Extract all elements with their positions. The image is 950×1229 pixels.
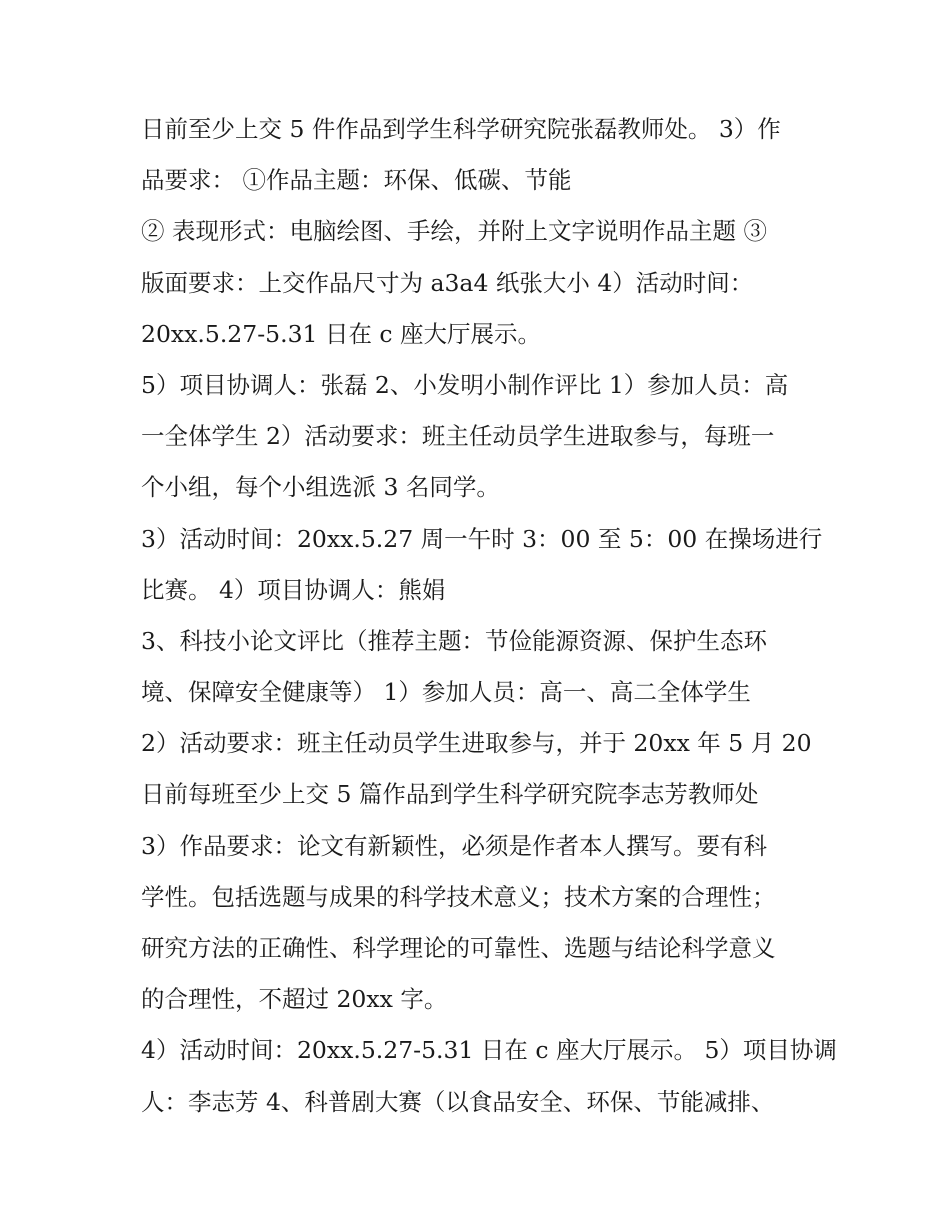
text-line: 3）作品要求：论文有新颖性，必须是作者本人撰写。要有科 [141, 831, 767, 860]
text-line: 人：李志芳 4、科普剧大赛（以食品安全、环保、节能减排、 [141, 1087, 775, 1116]
text-line: 4）活动时间：20xx.5.27-5.31 日在 c 座大厅展示。 5）项目协调 [141, 1036, 837, 1065]
text-line: 5）项目协调人：张磊 2、小发明小制作评比 1）参加人员：高 [141, 370, 789, 399]
text-line: 版面要求：上交作品尺寸为 a3a4 纸张大小 4）活动时间： [141, 268, 754, 297]
text-line: 研究方法的正确性、科学理论的可靠性、选题与结论科学意义 [141, 934, 776, 962]
text-line: 比赛。 4）项目协调人：熊娟 [141, 575, 446, 604]
text-line: 品要求： ①作品主题：环保、低碳、节能 [141, 166, 572, 195]
text-line: 的合理性，不超过 20xx 字。 [141, 985, 448, 1014]
text-line: 境、保障安全健康等） 1）参加人员：高一、高二全体学生 [141, 678, 751, 707]
text-line: 3、科技小论文评比（推荐主题：节俭能源资源、保护生态环 [141, 626, 767, 655]
text-line: 2）活动要求：班主任动员学生进取参与，并于 20xx 年 5 月 20 [141, 729, 812, 758]
text-line: 个小组，每个小组选派 3 名同学。 [141, 473, 500, 502]
text-line: 20xx.5.27-5.31 日在 c 座大厅展示。 [141, 319, 542, 348]
text-line: ② 表现形式：电脑绘图、手绘，并附上文字说明作品主题 ③ [141, 217, 767, 246]
document-body [141, 104, 837, 1128]
text-line: 日前每班至少上交 5 篇作品到学生科学研究院李志芳教师处 [141, 780, 759, 809]
text-line: 日前至少上交 5 件作品到学生科学研究院张磊教师处。 3）作 [141, 115, 781, 143]
text-line: 学性。包括选题与成果的科学技术意义；技术方案的合理性； [141, 882, 776, 911]
text-line: 3）活动时间：20xx.5.27 周一午时 3：00 至 5：00 在操场进行 [141, 524, 823, 553]
text-line: 一全体学生 2）活动要求：班主任动员学生进取参与，每班一 [141, 422, 775, 451]
